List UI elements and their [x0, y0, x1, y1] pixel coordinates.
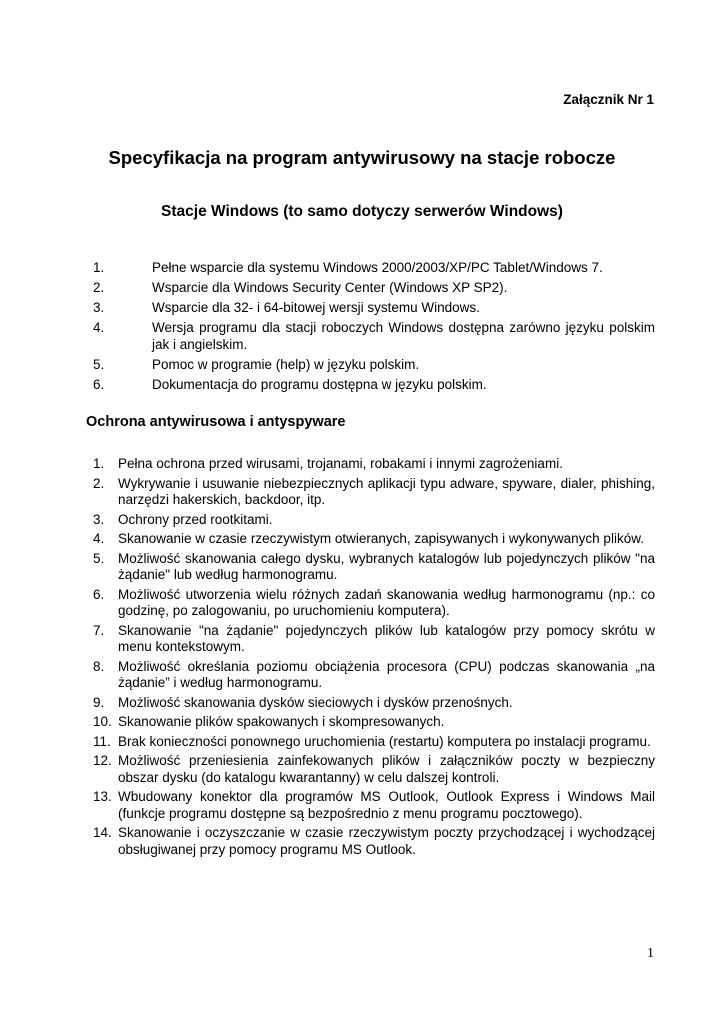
- list-item-number: 11.: [93, 733, 111, 749]
- list-item: [93, 259, 655, 276]
- list-item-text: Wbudowany konektor dla programów MS Outlook, Outlook Express i Windows Mail (funkcje programu dostępne są bezpośrednio z menu programu pocztowego).: [118, 789, 655, 821]
- list-item: [93, 376, 655, 393]
- list-item-number: 5.: [93, 357, 105, 372]
- list-item: [93, 356, 655, 373]
- document-title: Specyfikacja na program antywirusowy na stacje robocze: [108, 147, 616, 168]
- list-item: [93, 753, 655, 786]
- list-item-text: Możliwość przeniesienia zainfekowanych plików i załączników poczty w bezpieczny obszar dysku (do katalogu kwarantanny) w celu dalszej kontroli.: [118, 753, 655, 785]
- list-item-text: Skanowanie plików spakowanych i skompresowanych.: [118, 714, 445, 729]
- list-item-text: Wykrywanie i usuwanie niebezpiecznych aplikacji typu adware, spyware, dialer, phishing, narzędzi hakerskich, backdoor, itp.: [118, 475, 655, 507]
- list-item: [93, 734, 655, 751]
- list-item-number: 2.: [93, 475, 105, 491]
- list-item: [93, 789, 655, 822]
- list-item: [93, 512, 655, 529]
- annex-label: Załącznik Nr 1: [563, 92, 654, 107]
- requirements-list: [93, 259, 655, 396]
- list-item-text: Brak konieczności ponownego uruchomienia (restartu) komputera po instalacji programu.: [118, 733, 651, 749]
- list-item: [93, 695, 655, 712]
- list-item-text: Możliwość skanowania całego dysku, wybranych katalogów lub pojedynczych plików "na żądanie" lub według harmonogramu.: [118, 550, 655, 582]
- list-item-text: Możliwość określania poziomu obciążenia procesora (CPU) podczas skanowania „na żądanie” i według harmonogramu.: [118, 658, 655, 690]
- list-item-number: 3.: [93, 300, 105, 315]
- list-item-number: 4.: [93, 531, 105, 546]
- list-item-text: Pełna ochrona przed wirusami, trojanami, robakami i innymi zagrożeniami.: [118, 456, 563, 471]
- list-item-text: Dokumentacja do programu dostępna w języku polskim.: [152, 377, 487, 392]
- list-item: [93, 279, 655, 296]
- list-item-text: Skanowanie w czasie rzeczywistym otwieranych, zapisywanych i wykonywanych plików.: [118, 531, 644, 546]
- list-item: [93, 531, 655, 548]
- list-item-number: 10.: [93, 714, 112, 729]
- list-item-number: 13.: [93, 789, 112, 804]
- list-item: [93, 319, 655, 353]
- list-item-text: Wersja programu dla stacji roboczych Windows dostępna zarówno języku polskim jak i angielskim.: [152, 320, 655, 352]
- list-item-number: 12.: [93, 753, 112, 768]
- list-item-number: 1.: [93, 456, 105, 471]
- list-item-number: 8.: [93, 658, 105, 674]
- list-item-text: Wsparcie dla Windows Security Center (Windows XP SP2).: [152, 280, 508, 295]
- list-item: [93, 825, 655, 858]
- list-item-number: 9.: [93, 694, 105, 710]
- antivirus-requirements-list: [93, 456, 655, 861]
- list-item: [93, 623, 655, 656]
- list-item-number: 2.: [93, 280, 105, 295]
- list-item: [93, 551, 655, 584]
- antivirus-heading: Ochrona antywirusowa i antyspyware: [86, 414, 346, 430]
- list-item: [93, 299, 655, 316]
- list-item: [93, 587, 655, 620]
- list-item-number: 6.: [93, 377, 105, 392]
- list-item-number: 4.: [93, 320, 105, 335]
- list-item-text: Pomoc w programie (help) w języku polskim.: [152, 357, 420, 372]
- list-item-number: 7.: [93, 622, 105, 638]
- list-item-number: 5.: [93, 550, 105, 566]
- list-item-text: Możliwość skanowania dysków sieciowych i dysków przenośnych.: [118, 694, 513, 710]
- list-item-text: Pełne wsparcie dla systemu Windows 2000/2003/XP/PC Tablet/Windows 7.: [152, 260, 603, 275]
- list-item-text: Ochrony przed rootkitami.: [118, 511, 273, 527]
- list-item-text: Możliwość utworzenia wielu różnych zadań skanowania według harmonogramu (np.: co godzinę, po zalogowaniu, po uruchomieniu komputera).: [118, 586, 655, 618]
- list-item-number: 6.: [93, 586, 105, 602]
- list-item-text: Skanowanie i oczyszczanie w czasie rzeczywistym poczty przychodzącej i wychodzącej obsługiwanej przy pomocy programu MS Outlook.: [118, 825, 655, 857]
- section-title: Stacje Windows (to samo dotyczy serwerów Windows): [161, 203, 563, 220]
- list-item-text: Wsparcie dla 32- i 64-bitowej wersji systemu Windows.: [152, 300, 480, 315]
- list-item: [93, 476, 655, 509]
- list-item: [93, 659, 655, 692]
- list-item-number: 1.: [93, 260, 105, 275]
- list-item: [93, 456, 655, 473]
- list-item-text: Skanowanie "na żądanie" pojedynczych plików lub katalogów przy pomocy skrótu w menu kontekstowym.: [118, 622, 655, 654]
- list-item: [93, 714, 655, 731]
- list-item-number: 14.: [93, 825, 112, 840]
- page-number: 1: [647, 946, 654, 961]
- list-item-number: 3.: [93, 511, 105, 527]
